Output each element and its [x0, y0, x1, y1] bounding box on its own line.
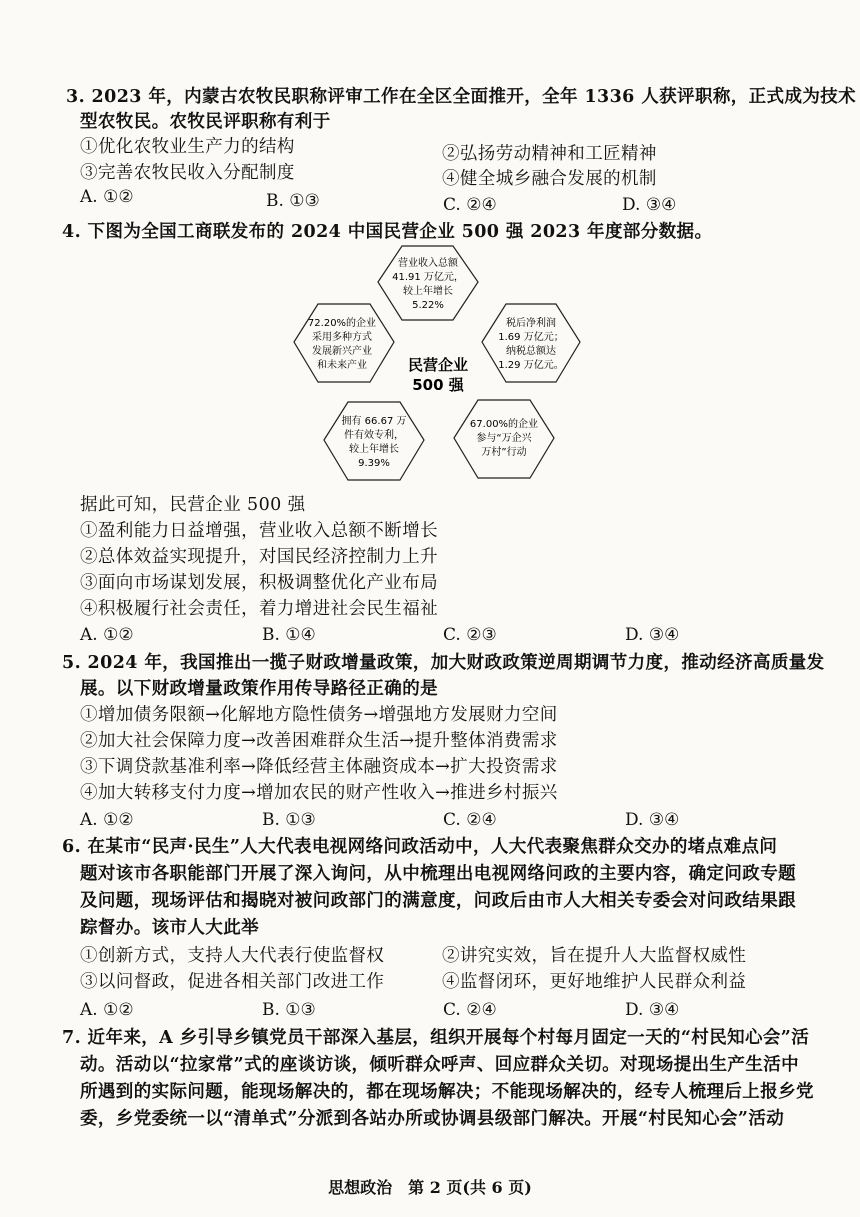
hex-net-profit: [482, 304, 580, 382]
hex-emerging-line-4: 和未来产业: [317, 360, 367, 371]
q5-statement-3: ③下调贷款基准利率→降低经营主体融资成本→扩大投资需求: [80, 757, 558, 777]
hex-villages-line-3: 万村”行动: [481, 447, 527, 458]
q6-statement-3: ③以问督政，促进各相关部门改进工作: [80, 972, 385, 992]
q5-option-b: B. ①③: [262, 810, 316, 830]
hex-patents-line-4: 9.39%: [358, 458, 390, 469]
q6-stem-line-1: 6. 在某市“民声·民生”人大代表电视网络问政活动中，人大代表聚焦群众交办的堵点难点问: [62, 837, 778, 857]
q3-option-c: C. ②④: [443, 195, 497, 215]
q7-stem-line-4: 委，乡党委统一以“清单式”分派到各站办所或协调县级部门解决。开展“村民知心会”活动: [80, 1109, 785, 1129]
hex-revenue: [378, 246, 478, 320]
q4-statement-1: ①盈利能力日益增强，营业收入总额不断增长: [80, 521, 438, 541]
hex-profit-line-1: 税后净利润: [506, 318, 556, 329]
q3-stem-line-2: 型农牧民。农牧民评职称有利于: [80, 112, 331, 132]
diagram-center-label-2: 500 强: [412, 376, 464, 394]
q3-stem-line-1: 3. 2023 年，内蒙古农牧民职称评审工作在全区全面推开，全年 1336 人获评职称，正式成为技术: [66, 87, 857, 107]
q7-stem-line-3: 所遇到的实际问题，能现场解决的，都在现场解决；不能现场解决的，经专人梳理后上报乡党: [80, 1082, 814, 1102]
hex-revenue-line-2: 41.91 万亿元，: [392, 272, 464, 283]
q6-stem-line-4: 踪督办。该市人大此举: [80, 918, 259, 938]
q7-stem-line-2: 动。活动以“拉家常”式的座谈访谈，倾听群众呼声、回应群众关切。对现场提出生产生活中: [80, 1055, 800, 1075]
q3-statement-2: ②弘扬劳动精神和工匠精神: [442, 144, 657, 164]
q4-stem: 4. 下图为全国工商联发布的 2024 中国民营企业 500 强 2023 年度部分数据。: [62, 222, 713, 242]
enterprise-500-diagram: [290, 242, 590, 490]
hex-villages-line-1: 67.00%的企业: [469, 419, 539, 430]
q5-option-d: D. ③④: [625, 810, 680, 830]
hex-profit-line-2: 1.69 万亿元；: [498, 332, 564, 343]
q6-statement-4: ④监督闭环，更好地维护人民群众利益: [442, 972, 747, 992]
hex-revenue-line-1: 营业收入总额: [398, 258, 458, 269]
q5-stem-line-2: 展。以下财政增量政策作用传导路径正确的是: [80, 679, 438, 699]
q5-statement-1: ①增加债务限额→化解地方隐性债务→增强地方发展财力空间: [80, 705, 558, 725]
q3-statement-3: ③完善农牧民收入分配制度: [80, 163, 295, 183]
q3-option-b: B. ①③: [266, 191, 320, 211]
hex-revenue-line-4: 5.22%: [412, 300, 444, 311]
hex-villages-line-2: 参与“万企兴: [476, 433, 532, 444]
q5-option-c: C. ②④: [443, 810, 497, 830]
q5-statement-2: ②加大社会保障力度→改善困难群众生活→提升整体消费需求: [80, 731, 558, 751]
q5-option-a: A. ①②: [80, 810, 134, 830]
hex-patents-line-2: 件有效专利，: [344, 430, 404, 441]
q3-option-a: A. ①②: [80, 187, 134, 207]
q4-intro: 据此可知，民营企业 500 强: [80, 495, 306, 515]
q6-option-d: D. ③④: [625, 1000, 680, 1020]
hex-emerging-industries: [294, 304, 394, 382]
q3-statement-4: ④健全城乡融合发展的机制: [442, 169, 657, 189]
page-footer: 思想政治 第 2 页(共 6 页): [328, 1178, 532, 1197]
q6-option-b: B. ①③: [262, 1000, 316, 1020]
q6-option-c: C. ②④: [443, 1000, 497, 1020]
hex-patents-line-3: 较上年增长: [349, 444, 399, 455]
q4-statement-4: ④积极履行社会责任，着力增进社会民生福祉: [80, 599, 438, 619]
hex-patents: [324, 402, 424, 480]
q4-option-a: A. ①②: [80, 625, 134, 645]
q6-statement-1: ①创新方式，支持人大代表行使监督权: [80, 946, 385, 966]
q4-option-b: B. ①④: [262, 625, 316, 645]
q5-stem-line-1: 5. 2024 年，我国推出一揽子财政增量政策，加大财政政策逆周期调节力度，推动经济高质量发: [62, 653, 825, 673]
q4-option-d: D. ③④: [625, 625, 680, 645]
hex-patents-line-1: 拥有 66.67 万: [341, 416, 407, 427]
q4-statement-2: ②总体效益实现提升，对国民经济控制力上升: [80, 547, 438, 567]
hex-emerging-line-2: 采用多种方式: [312, 332, 372, 343]
q4-statement-3: ③面向市场谋划发展，积极调整优化产业布局: [80, 573, 438, 593]
diagram-center-label-1: 民营企业: [407, 356, 469, 374]
hex-emerging-line-3: 发展新兴产业: [312, 346, 372, 357]
q5-statement-4: ④加大转移支付力度→增加农民的财产性收入→推进乡村振兴: [80, 783, 558, 803]
q6-stem-line-2: 题对该市各职能部门开展了深入询问，从中梳理出电视网络问政的主要内容，确定问政专题: [80, 864, 796, 884]
hex-emerging-line-1: 72.20%的企业: [307, 318, 377, 329]
q6-stem-line-3: 及问题，现场评估和揭晓对被问政部门的满意度，问政后由市人大相关专委会对问政结果跟: [80, 891, 796, 911]
hex-profit-line-3: 纳税总额达: [506, 346, 556, 357]
q6-statement-2: ②讲究实效，旨在提升人大监督权威性: [442, 946, 747, 966]
q4-option-c: C. ②③: [443, 625, 497, 645]
q7-stem-line-1: 7. 近年来，A 乡引导乡镇党员干部深入基层，组织开展每个村每月固定一天的“村民知心会”活: [62, 1028, 810, 1048]
hex-revenue-line-3: 较上年增长: [403, 286, 453, 297]
q3-statement-1: ①优化农牧业生产力的结构: [80, 137, 295, 157]
q3-option-d: D. ③④: [622, 195, 677, 215]
hex-villages-action: [454, 400, 554, 478]
hex-profit-line-4: 1.29 万亿元。: [498, 360, 564, 371]
q6-option-a: A. ①②: [80, 1000, 134, 1020]
